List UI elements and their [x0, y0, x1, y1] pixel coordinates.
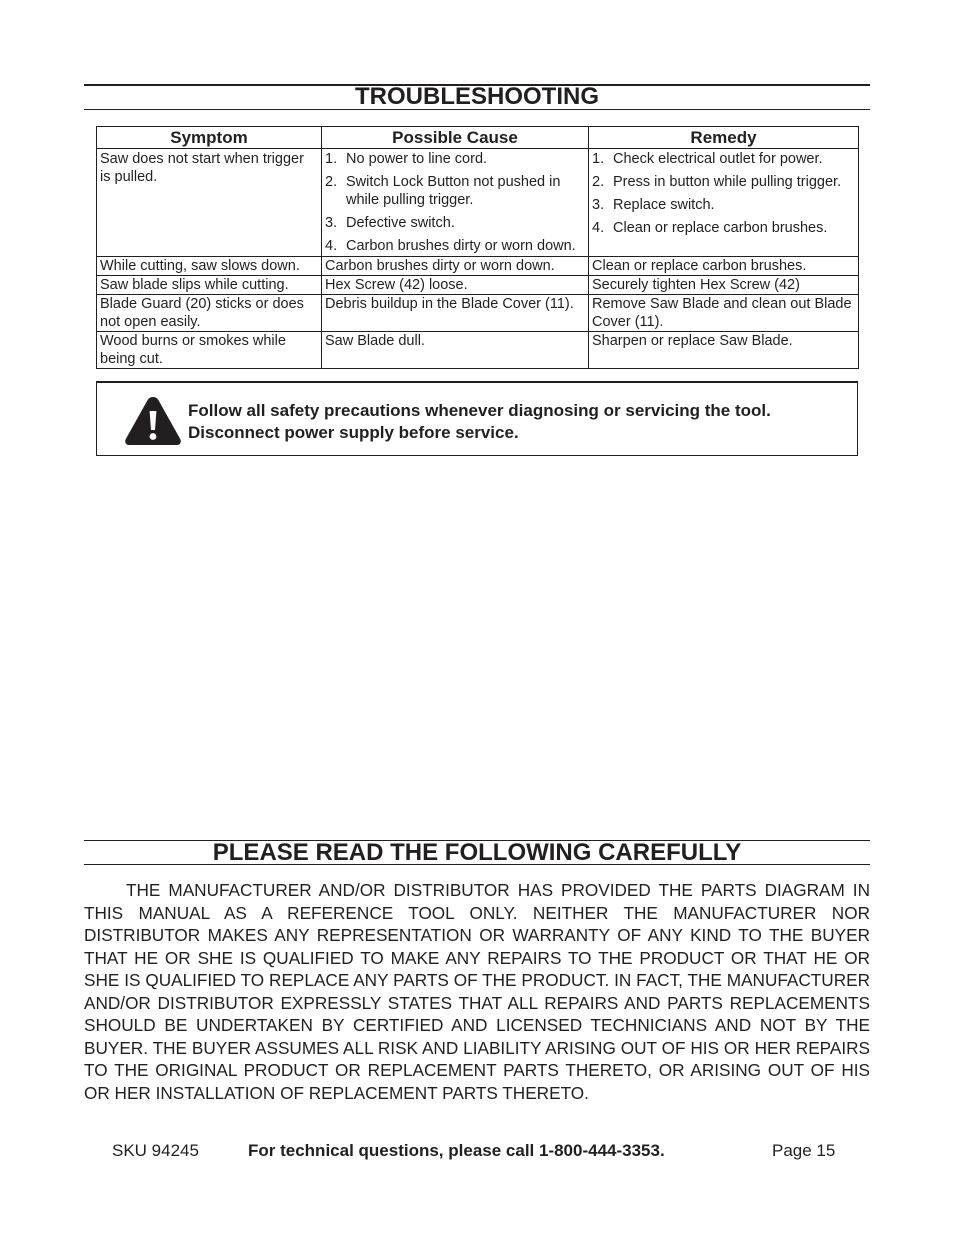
remedy-list — [592, 150, 855, 237]
item-text: Switch Lock Button not pushed in while pulling trigger. — [346, 174, 561, 208]
remedy-cell — [589, 149, 859, 257]
cause-list — [325, 150, 585, 255]
table-row — [97, 276, 859, 295]
cause-cell: Saw Blade dull. — [322, 332, 589, 369]
item-text: Carbon brushes dirty or worn down. — [346, 238, 576, 254]
symptom-cell: Saw blade slips while cutting. — [97, 276, 322, 295]
list-item — [592, 196, 855, 214]
footer-page-number: Page 15 — [772, 1141, 836, 1160]
item-number: 2. — [325, 174, 338, 190]
table-row — [97, 332, 859, 369]
item-text: Replace switch. — [613, 197, 715, 213]
table-row — [97, 257, 859, 276]
cause-cell: Debris buildup in the Blade Cover (11). — [322, 295, 589, 332]
item-number: 3. — [592, 197, 605, 213]
remedy-cell: Clean or replace carbon brushes. — [589, 257, 859, 276]
symptom-cell: Blade Guard (20) sticks or does not open easily. — [97, 295, 322, 332]
remedy-cell: Securely tighten Hex Screw (42) — [589, 276, 859, 295]
list-item — [325, 150, 585, 168]
remedy-cell: Remove Saw Blade and clean out Blade Cover (11). — [589, 295, 859, 332]
troubleshooting-table — [96, 126, 859, 369]
remedy-header: Remedy — [589, 127, 859, 149]
cause-cell: Hex Screw (42) loose. — [322, 276, 589, 295]
symptom-cell: Wood burns or smokes while being cut. — [97, 332, 322, 369]
item-text: Defective switch. — [346, 215, 455, 231]
item-number: 1. — [592, 151, 605, 167]
item-number: 2. — [592, 174, 605, 190]
list-item — [592, 219, 855, 237]
footer-contact: For technical questions, please call 1-800-444-3353. — [248, 1141, 665, 1160]
item-text: No power to line cord. — [346, 151, 488, 167]
cause-cell — [322, 149, 589, 257]
remedy-cell: Sharpen or replace Saw Blade. — [589, 332, 859, 369]
item-number: 4. — [592, 220, 605, 236]
item-text: Check electrical outlet for power. — [613, 151, 823, 167]
warning-line-1: Follow all safety precautions whenever diagnosing or servicing the tool. — [188, 401, 771, 420]
table-header-row — [97, 127, 859, 149]
list-item — [592, 150, 855, 168]
list-item — [592, 173, 855, 191]
safety-warning-box — [96, 381, 858, 456]
item-number: 1. — [325, 151, 338, 167]
table-row — [97, 149, 859, 257]
item-text: Clean or replace carbon brushes. — [613, 220, 828, 236]
footer-sku: SKU 94245 — [112, 1141, 199, 1160]
list-item — [325, 237, 585, 255]
warning-text — [188, 400, 853, 444]
disclaimer-paragraph: THE MANUFACTURER AND/OR DISTRIBUTOR HAS PROVIDED THE PARTS DIAGRAM IN THIS MANUAL AS A REFERENCE TOOL ONLY. NEITHER THE MANUFACTURER NOR DISTRIBUTOR MAKES ANY REPRESENTATION OR WARRANTY OF ANY KIND TO THE BUYER THAT HE OR SHE IS QUALIFIED TO MAKE ANY REPAIRS TO THE PRODUCT OR THAT HE OR SHE IS QUALIFIED TO REPLACE ANY PARTS OF THE PRODUCT. IN FACT, THE MANUFACTURER AND/OR DISTRIBUTOR EXPRESSLY STATES THAT ALL REPAIRS AND PARTS REPLACEMENTS SHOULD BE UNDERTAKEN BY CERTIFIED AND LICENSED TECHNICIANS AND NOT BY THE BUYER. THE BUYER ASSUMES ALL RISK AND LIABILITY ARISING OUT OF HIS OR HER REPAIRS TO THE ORIGINAL PRODUCT OR REPLACEMENT PARTS THERETO, OR ARISING OUT OF HIS OR HER INSTALLATION OF REPLACEMENT PARTS THERETO. — [84, 880, 870, 1103]
notice-title-underline — [84, 864, 870, 865]
table-row — [97, 295, 859, 332]
item-number: 3. — [325, 215, 338, 231]
warning-exclamation-triangle-icon — [124, 395, 182, 447]
notice-title: PLEASE READ THE FOLLOWING CAREFULLY — [212, 839, 742, 866]
troubleshooting-title: TROUBLESHOOTING — [355, 83, 599, 110]
list-item — [325, 214, 585, 232]
item-number: 4. — [325, 238, 338, 254]
list-item — [325, 173, 585, 209]
item-text: Press in button while pulling trigger. — [613, 174, 842, 190]
title-underline — [84, 109, 870, 110]
symptom-cell: Saw does not start when trigger is pulled. — [97, 149, 322, 257]
warning-line-2: Disconnect power supply before service. — [188, 423, 519, 442]
cause-cell: Carbon brushes dirty or worn down. — [322, 257, 589, 276]
possible-cause-header: Possible Cause — [322, 127, 589, 149]
symptom-cell: While cutting, saw slows down. — [97, 257, 322, 276]
symptom-header: Symptom — [97, 127, 322, 149]
